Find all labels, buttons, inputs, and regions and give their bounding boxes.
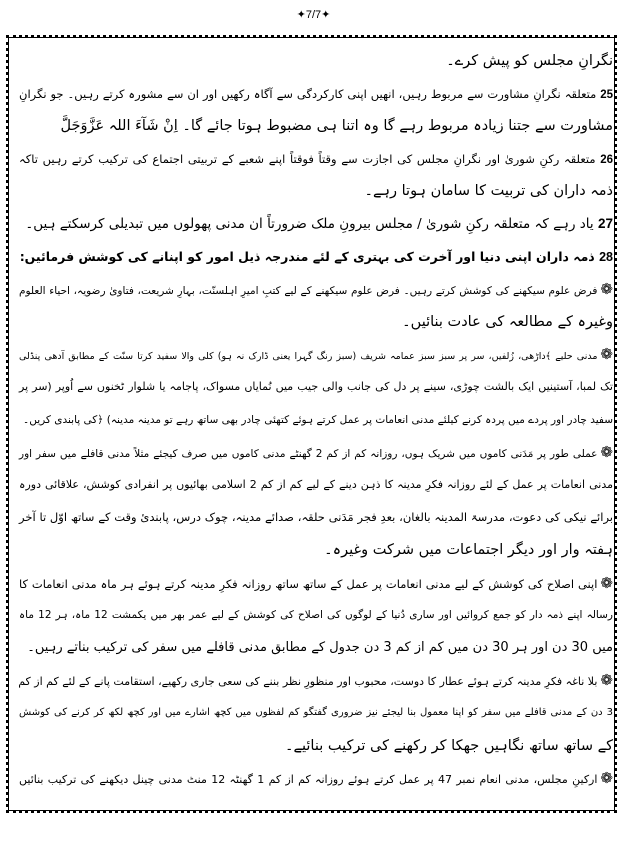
text-line: [19, 600, 613, 630]
line-text: یاد رہے کہ متعلقہ رکنِ شوریٰ / مجلس بیرونِ ملک ضرورتاً ان مدنی پھولوں میں تبدیلی کرسکتے ہیں۔: [25, 216, 594, 232]
flower-bullet-icon: ❁: [600, 671, 613, 690]
item-number: 25: [600, 88, 614, 101]
item-number: 28: [599, 249, 613, 264]
line-text: متعلقہ رکنِ شوریٰ اور نگرانِ مجلس کی اجازت سے وقتاً فوقتاً اپنے شعبے کے تربیتی اجتماع کی ترکیب کرتے رہیں تاکہ: [19, 151, 596, 166]
ornament-icon: ✦: [321, 9, 331, 21]
line-text: اپنی اصلاح کی کوشش کے لیے مدنی انعامات پر عمل کے ساتھ ساتھ روزانہ فکرِ مدینہ کرتے ہوئے ہر ماہ مدنی انعامات کا: [19, 576, 598, 591]
numbered-paragraph-line: [19, 79, 613, 109]
line-text: بلا ناغہ فکرِ مدینہ کرتے ہوئے عطار کا دوست، محبوب اور منظورِ نظر بننے کی سعی جاری رکھیے، استقامت پانے کے لئے کم از کم: [18, 675, 598, 689]
line-text: فرض علوم سیکھنے کی کوشش کرتے رہیں۔ فرض علوم سیکھنے کے لیے کتبِ امیرِ اہلسنّت، بہارِ شریعت، فتاویٰ رضویہ، احیاء العلوم: [19, 285, 598, 298]
item-number: 27: [597, 216, 613, 231]
text-line: [19, 470, 613, 500]
ornament-icon: ✦: [296, 9, 306, 21]
line-text: عملی طور پر مَدَنی کاموں میں شریک ہوں، روزانہ کم از کم 2 گھنٹے مدنی کاموں میں صرف کیجئے مثلاً مدنی قافلے میں سفر اور: [19, 448, 598, 461]
item-number: 26: [600, 153, 613, 166]
page-number-text: 7/7: [305, 9, 322, 21]
bullet-line: [19, 665, 613, 695]
line-text: میں 30 دن اور ہر 30 دن میں کم از کم 3 دن جدول کے مطابق مدنی قافلے میں سفر کی ترکیب بناتے رہیں۔: [27, 639, 613, 655]
page-number: [0, 8, 627, 21]
line-text: تک لمبا، آستینیں ایک بالشت چوڑی، سینے پر دل کی جانب والی جیب میں نُمایاں مسواک، پاجامہ یا شلوار ٹخنوں سے اُوپر (سر پر: [19, 380, 613, 393]
text-line: [19, 176, 613, 206]
line-text: کے ساتھ ساتھ نگاہیں جھکا کر رکھنے کی ترکیب بنائیے۔: [285, 737, 613, 754]
text-line: [19, 698, 613, 728]
line-text: ذمہ داران کی تربیت کا سامان ہوتا رہے۔: [364, 183, 613, 200]
flower-bullet-icon: ❁: [600, 280, 613, 299]
line-text: مدنی حلیے ﴾داڑھی، زُلفیں، سر پر سبز سبز عمامہ شریف (سبز رنگ گہرا یعنی ڈارک نہ ہو) کلی والا سفید کرتا سنّت کے مطابق آدھی پنڈلی: [19, 351, 598, 363]
text-line: [19, 46, 613, 76]
text-line: [19, 111, 613, 141]
flower-bullet-icon: ❁: [600, 769, 613, 788]
text-line: [19, 731, 613, 761]
numbered-paragraph-line: [19, 144, 613, 174]
line-text: ارکینِ مجلس، مدنی انعام نمبر 47 پر عمل کرتے ہوئے روزانہ کم از کم 1 گھنٹہ 12 منٹ مدنی چینل دیکھنے کی ترکیب بنائیں: [19, 773, 598, 787]
line-text: نگرانِ مجلس کو پیش کرے۔: [446, 53, 613, 69]
text-line: [19, 633, 613, 663]
line-text: رسالہ اپنے ذمہ دار کو جمع کروائیں اور ساری دُنیا کے لوگوں کی اصلاح کی کوشش کے لیے عمر بھر میں یکمشت 12 ماہ، ہر 12 ماہ: [19, 609, 613, 622]
line-text: وغیرہ کے مطالعہ کی عادت بنائیں۔: [402, 313, 613, 330]
numbered-paragraph-line: [19, 209, 613, 239]
text-line: [19, 372, 613, 402]
line-text: برائے نیکی کی دعوت، مدرسۃ المدینہ بالغان، بعدِ فجر مَدَنی حلقہ، صدائے مدینہ، چوک درس، پابندیٔ وقت کے ساتھ اوّل تا آخر: [19, 510, 613, 525]
line-text: متعلقہ نگرانِ مشاورت سے مربوط رہیں، انھیں اپنی کارکردگی سے آگاہ رکھیں اور ان سے مشورہ کرتے رہیں۔ جو نگرانِ: [19, 86, 597, 101]
text-line: [19, 307, 613, 337]
text-line: [19, 502, 613, 532]
bullet-line: [19, 437, 613, 467]
line-text: ذمہ داران اپنی دنیا اور آخرت کی بہتری کے لئے مندرجہ ذیل امور کو اپنانے کی کوشش فرمائیں:: [19, 248, 595, 264]
flower-bullet-icon: ❁: [600, 443, 613, 462]
flower-bullet-icon: ❁: [600, 345, 613, 364]
line-text: سفید چادر اور پردے میں پردہ کرنے کیلئے مدنی انعامات پر عمل کرتے ہوئے کتھئی چادر بھی ساتھ رہے تو مدینہ مدینہ) ﴿کی پابندی کریں۔: [23, 413, 613, 426]
text-line: [19, 535, 613, 565]
bullet-line: [19, 274, 613, 304]
line-text: 3 دن کے مدنی قافلے میں سفر کو اپنا معمول بنا لیجئے نیز ضروری گفتگو کم لفظوں میں کچھ اشارے میں اور کچھ لکھ کر کرنے کی کوشش: [19, 707, 613, 718]
numbered-paragraph-line: [19, 242, 613, 272]
text-line: [19, 405, 613, 435]
bullet-line: [19, 568, 613, 598]
line-text: مشاورت سے جتنا زیادہ مربوط رہے گا وہ اتنا ہی مضبوط ہوتا جائے گا۔ اِنْ شَآءَ اللہ عَزَّوَجَلَّ: [60, 118, 613, 135]
bullet-line: [19, 763, 613, 793]
flower-bullet-icon: ❁: [600, 573, 613, 592]
bullet-line: [19, 339, 613, 369]
line-text: ہفتہ وار اور دیگر اجتماعات میں شرکت وغیرہ۔: [324, 542, 613, 558]
line-text: مدنی انعامات پر عمل کے لئے روزانہ فکرِ مدینہ کا ذہن دینے کے لیے کم از کم 2 اسلامی بھائیوں پر انفرادی کوشش، علاقائی دورہ: [19, 477, 613, 491]
